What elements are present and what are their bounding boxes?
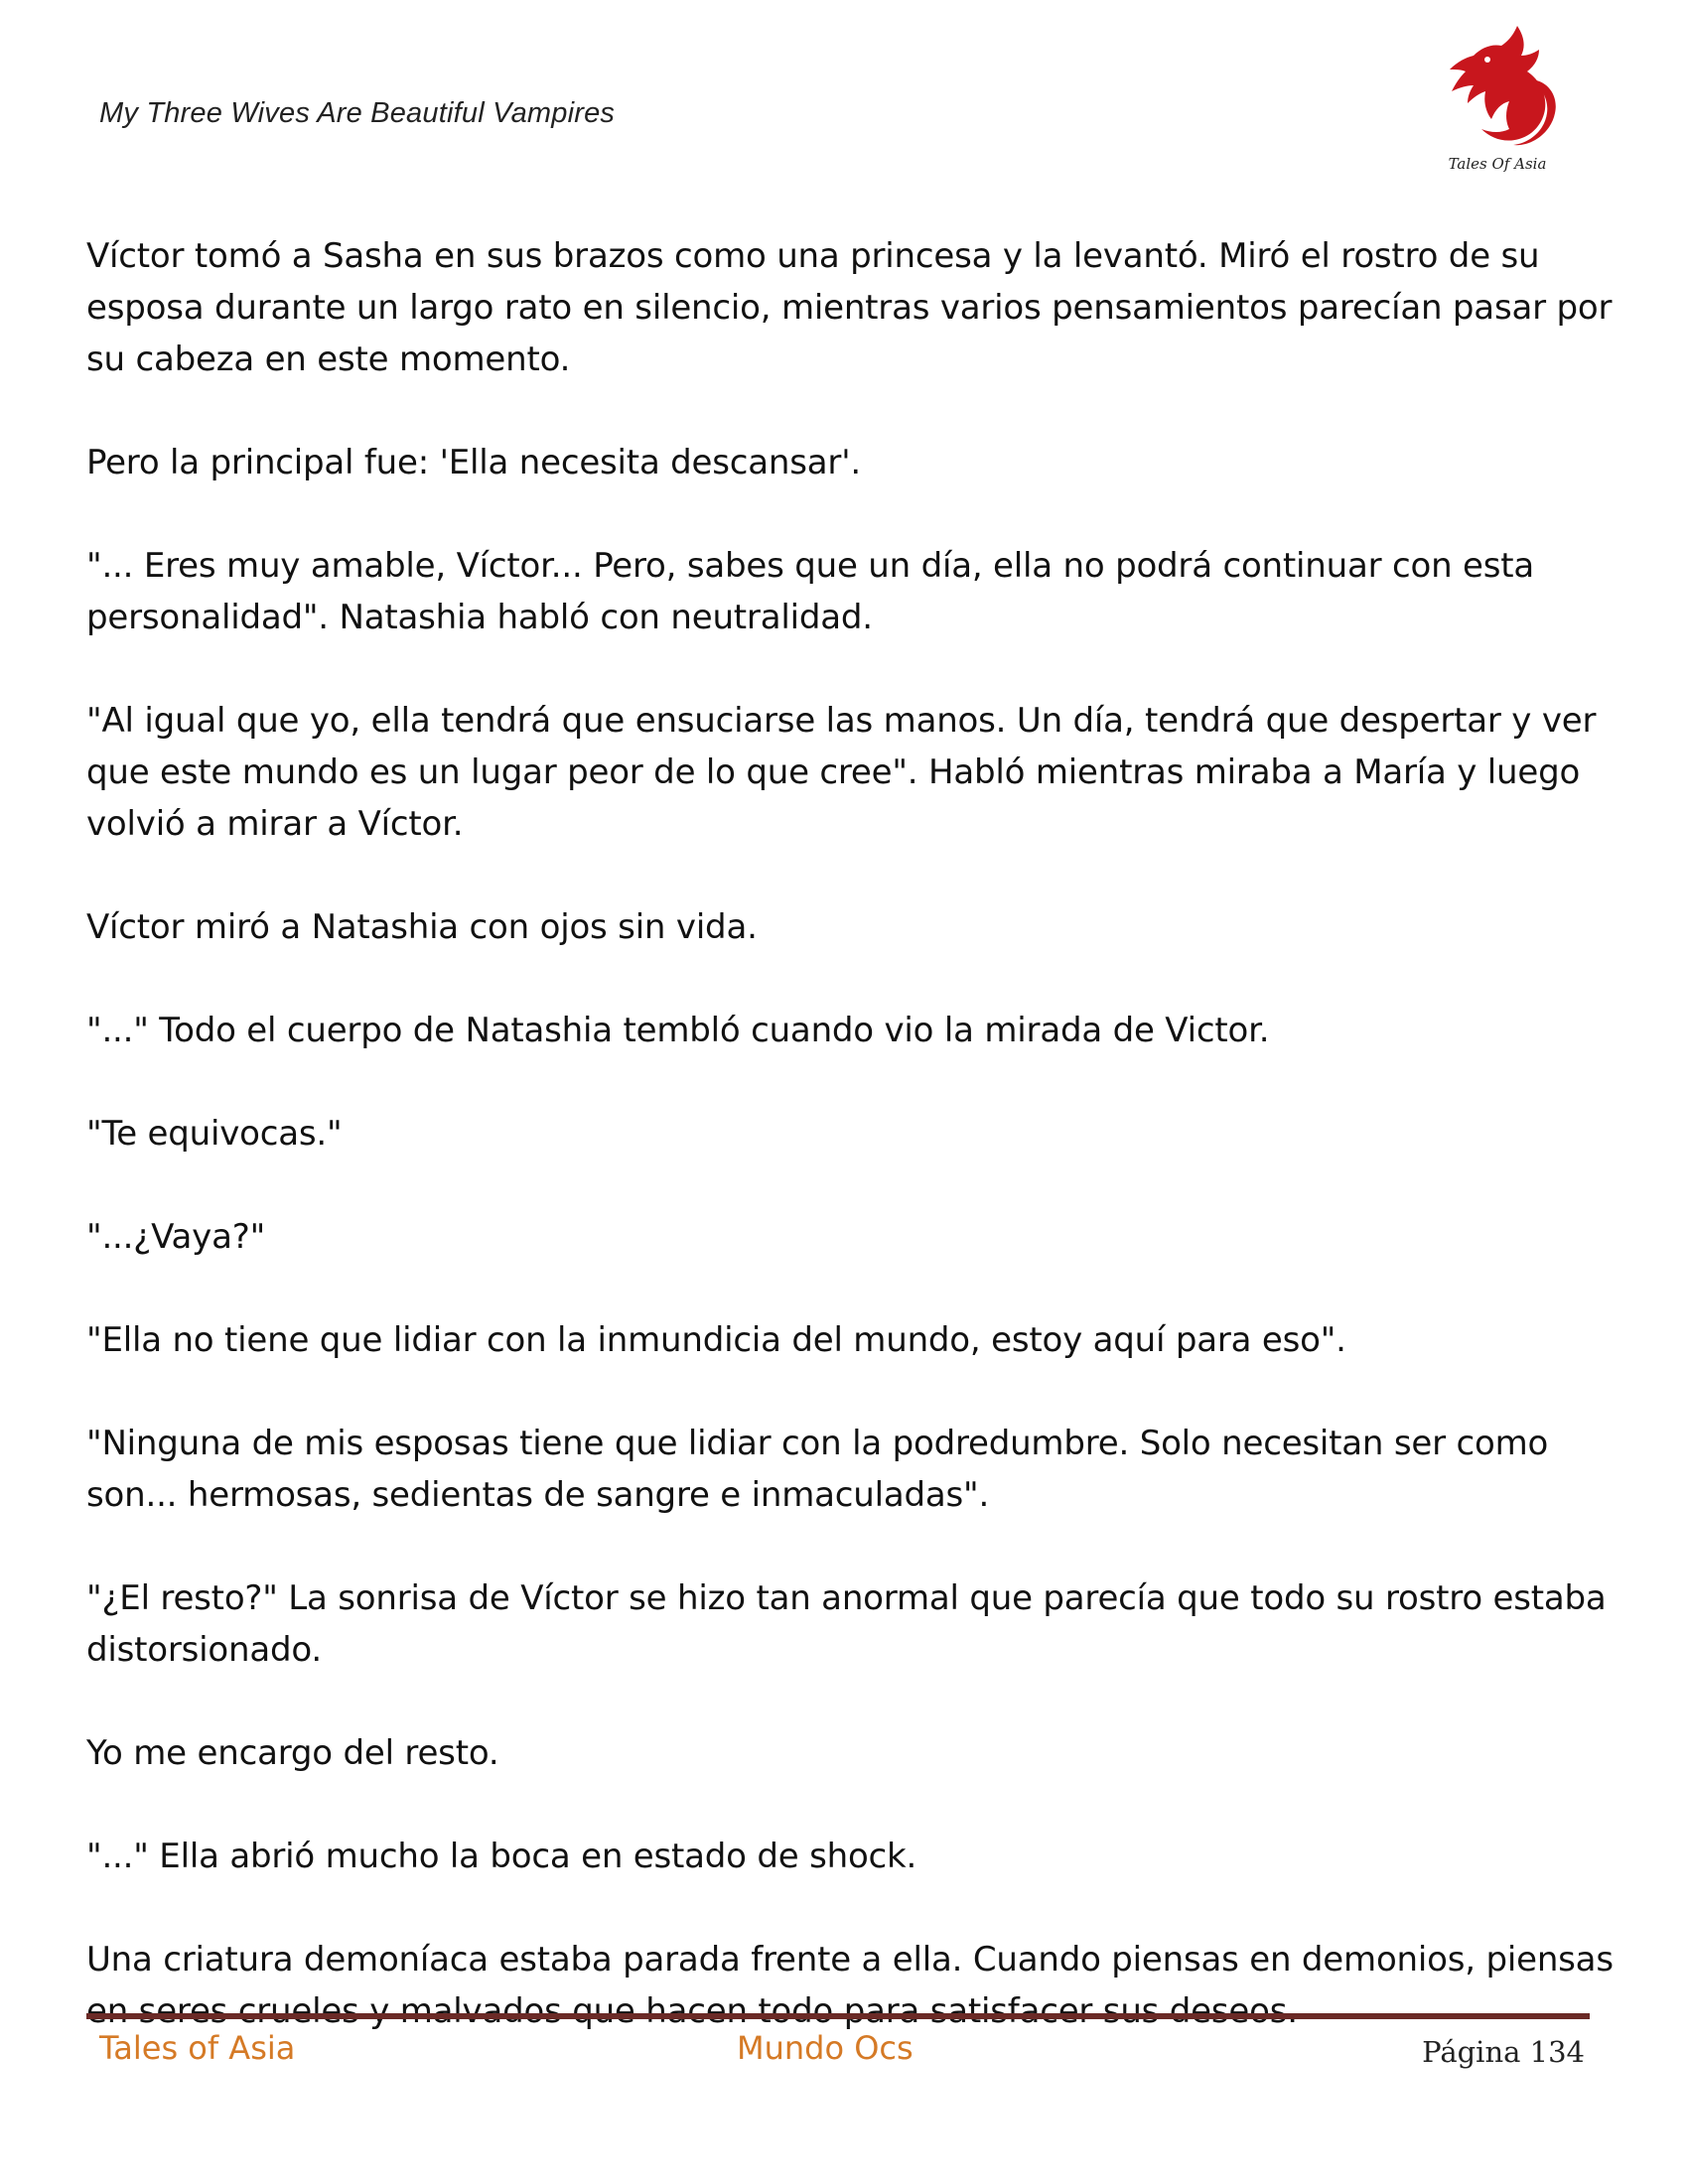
paragraph: Víctor tomó a Sasha en sus brazos como una princesa y la levantó. Miró el rostro de su esposa durante un largo rato en silencio, mientras varios pensamientos parecían pasar por su cabeza en este momento. bbox=[86, 236, 1613, 379]
paragraph: "..." Ella abrió mucho la boca en estado de shock. bbox=[86, 1837, 917, 1876]
paragraph: "Ella no tiene que lidiar con la inmundicia del mundo, estoy aquí para eso". bbox=[86, 1320, 1346, 1360]
footer-section: Mundo Ocs bbox=[737, 2029, 914, 2067]
paragraph: "... Eres muy amable, Víctor... Pero, sabes que un día, ella no podrá continuar con esta personalidad". Natashia habló con neutralidad. bbox=[86, 546, 1535, 637]
dragon-icon bbox=[1422, 22, 1573, 151]
paragraph: Pero la principal fue: 'Ella necesita descansar'. bbox=[86, 443, 861, 482]
running-title: My Three Wives Are Beautiful Vampires bbox=[99, 97, 616, 129]
paragraph: "Ninguna de mis esposas tiene que lidiar con la podredumbre. Solo necesitan ser como son... hermosas, sedientas de sangre e inmaculadas". bbox=[86, 1424, 1549, 1515]
paragraph: "Al igual que yo, ella tendrá que ensuciarse las manos. Un día, tendrá que despertar y ver que este mundo es un lugar peor de lo que cree". Habló mientras miraba a María y luego volvió a mirar a Víctor. bbox=[86, 701, 1597, 844]
logo-text: Tales Of Asia bbox=[1448, 155, 1547, 173]
paragraph: "Te equivocas." bbox=[86, 1114, 343, 1154]
tales-of-asia-logo bbox=[1422, 22, 1573, 181]
paragraph: Una criatura demoníaca estaba parada frente a ella. Cuando piensas en demonios, piensas en seres crueles y malvados que hacen todo para satisfacer sus deseos. bbox=[86, 1940, 1614, 2031]
paragraph: "¿El resto?" La sonrisa de Víctor se hizo tan anormal que parecía que todo su rostro estaba distorsionado. bbox=[86, 1578, 1607, 1670]
paragraph: "...¿Vaya?" bbox=[86, 1217, 266, 1257]
page-number: Página 134 bbox=[1422, 2035, 1585, 2069]
chapter-body bbox=[86, 230, 1616, 2089]
footer-rule bbox=[86, 2013, 1590, 2019]
paragraph: "..." Todo el cuerpo de Natashia tembló cuando vio la mirada de Victor. bbox=[86, 1011, 1270, 1050]
paragraph: Yo me encargo del resto. bbox=[86, 1733, 499, 1773]
footer-publisher: Tales of Asia bbox=[99, 2029, 296, 2067]
paragraph: Víctor miró a Natashia con ojos sin vida. bbox=[86, 907, 758, 947]
